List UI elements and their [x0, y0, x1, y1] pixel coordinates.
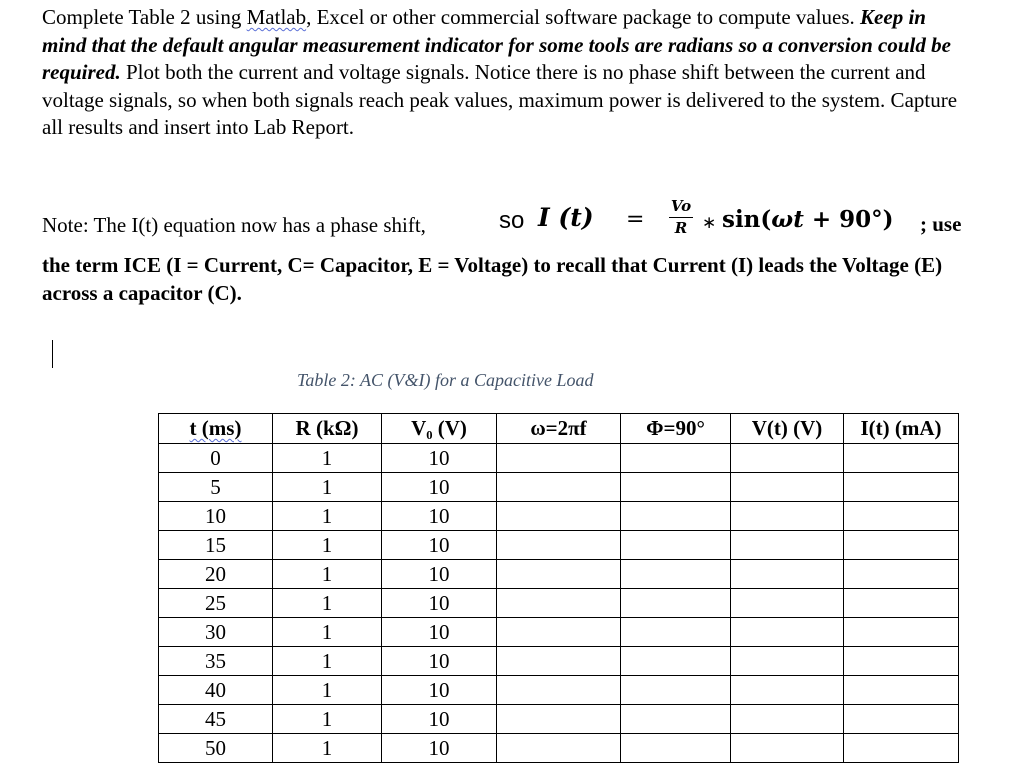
cell-time[interactable]: 0 [159, 444, 273, 473]
cell-current-t[interactable] [844, 647, 959, 676]
cell-resistance[interactable]: 1 [273, 705, 382, 734]
cell-current-t[interactable] [844, 676, 959, 705]
cell-current-t[interactable] [844, 589, 959, 618]
instructions-text-3: Plot both the current and voltage signals. Notice there is no phase shift between the current and voltage signals, so when both signals reach peak values, maximum power is delivered to the system. Capture all results and insert into Lab Report. [42, 60, 958, 140]
note-equation-line [42, 198, 982, 252]
instructions-text-1: Complete Table 2 using [42, 5, 247, 29]
equation-lhs: I (t) [538, 203, 594, 232]
table-caption: Table 2: AC (V&I) for a Capacitive Load [297, 370, 594, 390]
cell-voltage-peak[interactable]: 10 [382, 531, 497, 560]
cell-voltage-peak[interactable]: 10 [382, 473, 497, 502]
table-row [159, 531, 959, 560]
cell-phase[interactable] [621, 734, 731, 763]
table-header-row [159, 414, 959, 444]
instructions-paragraph [42, 4, 972, 142]
equation-times: ∗ [702, 213, 717, 233]
cell-voltage-t[interactable] [731, 676, 844, 705]
cell-resistance[interactable]: 1 [273, 560, 382, 589]
table-row [159, 647, 959, 676]
instructions-emphasis: Keep in mind that the default angular measurement indicator for some tools are radians so a conversion could be required. [42, 5, 951, 85]
cell-current-t[interactable] [844, 444, 959, 473]
cell-resistance[interactable]: 1 [273, 473, 382, 502]
cell-time[interactable]: 40 [159, 676, 273, 705]
equation-equals: = [626, 207, 645, 232]
instructions-text-2: , Excel or other commercial software package to compute values. [306, 5, 861, 29]
cell-phase[interactable] [621, 705, 731, 734]
cell-resistance[interactable]: 1 [273, 531, 382, 560]
note-lead: Note: The I(t) equation now has a phase shift, [42, 213, 426, 237]
cell-omega[interactable] [497, 502, 621, 531]
cell-omega[interactable] [497, 444, 621, 473]
cell-resistance[interactable]: 1 [273, 676, 382, 705]
note-so: so [499, 207, 525, 234]
cell-current-t[interactable] [844, 560, 959, 589]
cell-current-t[interactable] [844, 473, 959, 502]
cell-omega[interactable] [497, 560, 621, 589]
cell-omega[interactable] [497, 647, 621, 676]
cell-phase[interactable] [621, 473, 731, 502]
header-resistance: R (kΩ) [273, 414, 382, 444]
cell-resistance[interactable]: 1 [273, 618, 382, 647]
cell-voltage-t[interactable] [731, 647, 844, 676]
cell-time[interactable]: 30 [159, 618, 273, 647]
table-row [159, 705, 959, 734]
data-table [158, 413, 959, 763]
equation-sine [722, 206, 894, 234]
cell-phase[interactable] [621, 676, 731, 705]
cell-omega[interactable] [497, 676, 621, 705]
cell-time[interactable]: 45 [159, 705, 273, 734]
cell-time[interactable]: 25 [159, 589, 273, 618]
sine-function: sin( [722, 206, 772, 233]
cell-voltage-t[interactable] [731, 589, 844, 618]
table-body [159, 444, 959, 763]
note-paragraph [42, 198, 982, 307]
cell-phase[interactable] [621, 502, 731, 531]
cell-voltage-peak[interactable]: 10 [382, 502, 497, 531]
cell-voltage-peak[interactable]: 10 [382, 618, 497, 647]
cell-voltage-peak[interactable]: 10 [382, 560, 497, 589]
cell-time[interactable]: 35 [159, 647, 273, 676]
cell-time[interactable]: 15 [159, 531, 273, 560]
cell-resistance[interactable]: 1 [273, 734, 382, 763]
header-time: t (ms) [159, 414, 273, 444]
fraction-numerator: Vo [670, 197, 692, 215]
table-row [159, 560, 959, 589]
cell-voltage-t[interactable] [731, 560, 844, 589]
cell-omega[interactable] [497, 705, 621, 734]
fraction-denominator: R [674, 219, 688, 237]
cell-omega[interactable] [497, 618, 621, 647]
cell-resistance[interactable]: 1 [273, 589, 382, 618]
cell-phase[interactable] [621, 618, 731, 647]
cell-omega[interactable] [497, 473, 621, 502]
note-use: ; use [920, 212, 962, 236]
cell-phase[interactable] [621, 589, 731, 618]
cell-voltage-peak[interactable]: 10 [382, 705, 497, 734]
table-row [159, 589, 959, 618]
cell-voltage-t[interactable] [731, 502, 844, 531]
cell-omega[interactable] [497, 531, 621, 560]
table-row [159, 734, 959, 763]
cell-omega[interactable] [497, 734, 621, 763]
cell-current-t[interactable] [844, 502, 959, 531]
equation-fraction [666, 198, 696, 237]
cell-phase[interactable] [621, 647, 731, 676]
header-current-t: I(t) (mA) [844, 414, 959, 444]
cell-phase[interactable] [621, 444, 731, 473]
cell-voltage-t[interactable] [731, 705, 844, 734]
cell-voltage-peak[interactable]: 10 [382, 734, 497, 763]
table-row [159, 473, 959, 502]
cell-voltage-peak[interactable]: 10 [382, 589, 497, 618]
spellcheck-word-matlab[interactable]: Matlab [246, 5, 307, 29]
cell-current-t[interactable] [844, 618, 959, 647]
cell-time[interactable]: 10 [159, 502, 273, 531]
text-cursor [52, 340, 53, 368]
cell-current-t[interactable] [844, 531, 959, 560]
cell-resistance[interactable]: 1 [273, 502, 382, 531]
header-phase: Φ=90° [621, 414, 731, 444]
cell-time[interactable]: 5 [159, 473, 273, 502]
table-row [159, 444, 959, 473]
cell-time[interactable]: 50 [159, 734, 273, 763]
cell-resistance[interactable]: 1 [273, 647, 382, 676]
table-row [159, 618, 959, 647]
cell-resistance[interactable]: 1 [273, 444, 382, 473]
cell-current-t[interactable] [844, 705, 959, 734]
cell-current-t[interactable] [844, 734, 959, 763]
sine-phase: + 90°) [803, 206, 894, 233]
fraction-bar [669, 217, 693, 218]
sine-argument: ωt [771, 206, 804, 233]
cell-voltage-t[interactable] [731, 444, 844, 473]
cell-phase[interactable] [621, 531, 731, 560]
header-voltage-t: V(t) (V) [731, 414, 844, 444]
cell-voltage-peak[interactable]: 10 [382, 647, 497, 676]
cell-voltage-peak[interactable]: 10 [382, 444, 497, 473]
cell-phase[interactable] [621, 560, 731, 589]
cell-voltage-t[interactable] [731, 473, 844, 502]
table-row [159, 502, 959, 531]
note-ice-text: the term ICE (I = Current, C= Capacitor, E = Voltage) to recall that Current (I) leads the Voltage (E) across a capacitor (C). [42, 253, 943, 305]
table-row [159, 676, 959, 705]
header-voltage-peak: V₀ (V) [382, 414, 497, 444]
cell-time[interactable]: 20 [159, 560, 273, 589]
cell-voltage-t[interactable] [731, 618, 844, 647]
cell-voltage-t[interactable] [731, 531, 844, 560]
cell-voltage-peak[interactable]: 10 [382, 676, 497, 705]
cell-omega[interactable] [497, 589, 621, 618]
header-omega: ω=2πf [497, 414, 621, 444]
cell-voltage-t[interactable] [731, 734, 844, 763]
